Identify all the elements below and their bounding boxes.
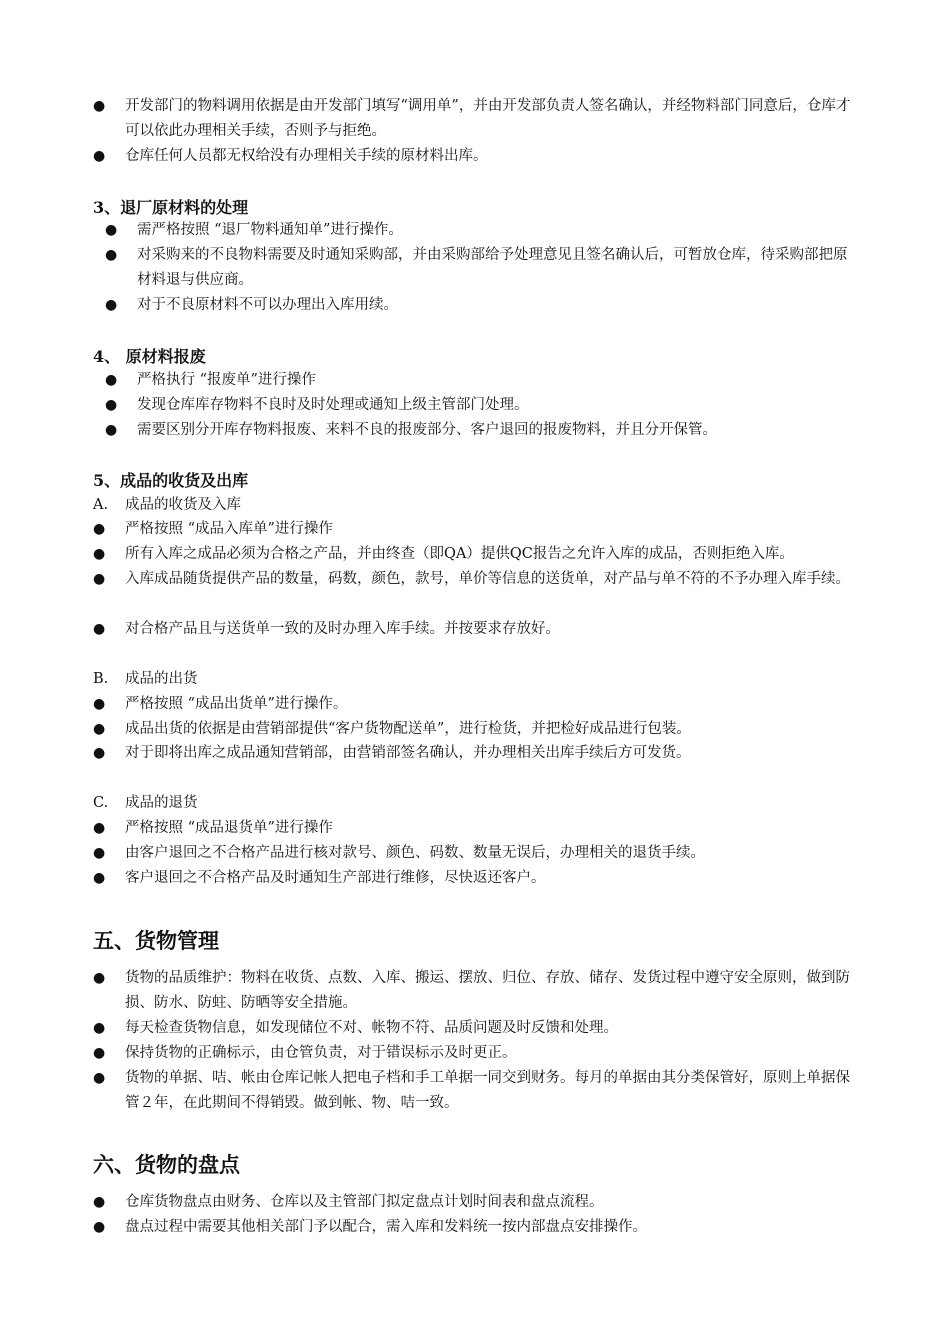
list-item-text: 仓库任何人员都无权给没有办理相关手续的原材料出库。: [125, 148, 488, 164]
list-item-text: 对于即将出库之成品通知营销部，由营销部签名确认，并办理相关出库手续后方可发货。: [125, 745, 691, 761]
list-item-text: 每天检查货物信息，如发现储位不对、帐物不符、品质问题及时反馈和处理。: [125, 1020, 618, 1036]
list-item: [93, 293, 853, 318]
list-item: [93, 841, 853, 866]
list-item: [93, 866, 853, 891]
list-item: [93, 717, 853, 742]
list-item: [93, 144, 853, 169]
list-item-text: 客户退回之不合格产品及时通知生产部进行维修，尽快返还客户。: [125, 870, 546, 886]
bullet-icon: ●: [93, 820, 106, 836]
bullet-icon: ●: [93, 1219, 106, 1235]
list-item-text: 对采购来的不良物料需要及时通知采购部，并由采购部给予处理意见且签名确认后，可暂放仓库，待采购部把原材料退与供应商。: [137, 247, 848, 288]
list-item-text: 对合格产品且与送货单一致的及时办理入库手续。并按要求存放好。: [125, 621, 560, 637]
bullet-icon: ●: [93, 721, 106, 737]
subsection-heading: [93, 493, 853, 518]
list-item: [93, 393, 853, 418]
list-item: [93, 517, 853, 542]
list-item-text: 由客户退回之不合格产品进行核对款号、颜色、码数、数量无误后，办理相关的退货手续。: [125, 845, 705, 861]
list-item: [93, 418, 853, 443]
bullet-icon: ●: [93, 745, 106, 761]
bullet-icon: ●: [105, 297, 118, 313]
bullet-icon: ●: [93, 98, 106, 114]
section-heading: 4、 原材料报废: [93, 347, 206, 366]
list-item: [93, 94, 853, 144]
list-item: [93, 1041, 853, 1066]
list-item: [93, 1066, 853, 1116]
bullet-icon: ●: [93, 870, 106, 886]
bullet-icon: ●: [93, 621, 106, 637]
bullet-icon: ●: [105, 422, 118, 438]
list-item-text: 开发部门的物料调用依据是由开发部门填写“调用单”，并由开发部负责人签名确认，并经物料部门同意后，仓库才可以依此办理相关手续，否则予与拒绝。: [125, 98, 851, 139]
bullet-icon: ●: [93, 1194, 106, 1210]
bullet-icon: ●: [105, 397, 118, 413]
bullet-icon: ●: [93, 845, 106, 861]
list-item: [93, 542, 853, 567]
bullet-icon: ●: [93, 521, 106, 537]
list-item-text: 保持货物的正确标示，由仓管负责，对于错误标示及时更正。: [125, 1045, 517, 1061]
bullet-icon: ●: [93, 571, 106, 587]
subsection-title: 成品的退货: [125, 795, 198, 811]
list-item-text: 仓库货物盘点由财务、仓库以及主管部门拟定盘点计划时间表和盘点流程。: [125, 1194, 604, 1210]
bullet-icon: ●: [93, 970, 106, 986]
list-item: [93, 617, 853, 642]
subsection-heading: [93, 667, 853, 692]
list-item: [93, 692, 853, 717]
subsection-heading: [93, 791, 853, 816]
list-item-text: 需要区别分开库存物料报废、来料不良的报废部分、客户退回的报废物料，并且分开保管。: [137, 422, 717, 438]
subsection-label: B.: [93, 671, 109, 687]
bullet-icon: ●: [93, 1070, 106, 1086]
bullet-icon: ●: [105, 247, 118, 263]
bullet-icon: ●: [93, 696, 106, 712]
list-item-text: 严格执行 “报废单”进行操作: [137, 372, 316, 388]
list-item: [93, 1215, 853, 1240]
list-item-text: 货物的单据、咭、帐由仓库记帐人把电子档和手工单据一同交到财务。每月的单据由其分类保管好，原则上单据保管２年，在此期间不得销毁。做到帐、物、咭一致。: [125, 1070, 850, 1111]
list-item: [93, 1190, 853, 1215]
list-item-text: 入库成品随货提供产品的数量，码数，颜色，款号，单价等信息的送货单，对产品与单不符的不予办理入库手续。: [125, 571, 850, 587]
section-heading: 3、退厂原材料的处理: [93, 198, 249, 217]
list-item: [93, 567, 853, 592]
section-heading: 5、成品的收货及出库: [93, 471, 249, 490]
list-item: [93, 218, 853, 243]
bullet-icon: ●: [93, 546, 106, 562]
list-item-text: 盘点过程中需要其他相关部门予以配合，需入库和发料统一按内部盘点安排操作。: [125, 1219, 647, 1235]
bullet-icon: ●: [93, 1045, 106, 1061]
chapter-heading: 五、货物管理: [93, 928, 219, 953]
list-item-text: 发现仓库库存物料不良时及时处理或通知上级主管部门处理。: [137, 397, 529, 413]
bullet-icon: ●: [93, 148, 106, 164]
list-item-text: 严格按照 “成品退货单”进行操作: [125, 820, 333, 836]
subsection-label: C.: [93, 795, 109, 811]
list-item-text: 需严格按照 “退厂物料通知单”进行操作。: [137, 222, 403, 238]
list-item-text: 严格按照 “成品出货单”进行操作。: [125, 696, 348, 712]
list-item-text: 货物的品质维护：物料在收货、点数、入库、搬运、摆放、归位、存放、储存、发货过程中遵守安全原则，做到防损、防水、防蛀、防晒等安全措施。: [125, 970, 850, 1011]
chapter-heading: 六、货物的盘点: [93, 1152, 240, 1177]
list-item-text: 所有入库之成品必须为合格之产品，并由终查（即QA）提供QC报告之允许入库的成品，否则拒绝入库。: [125, 546, 794, 562]
list-item: [93, 368, 853, 393]
subsection-label: A.: [93, 497, 109, 513]
list-item-text: 严格按照 “成品入库单”进行操作: [125, 521, 333, 537]
list-item-text: 成品出货的依据是由营销部提供“客户货物配送单”，进行检货，并把检好成品进行包装。: [125, 721, 691, 737]
list-item-text: 对于不良原材料不可以办理出入库用续。: [137, 297, 398, 313]
bullet-icon: ●: [105, 372, 118, 388]
list-item: [93, 741, 853, 766]
list-item: [93, 816, 853, 841]
bullet-icon: ●: [93, 1020, 106, 1036]
list-item: [93, 966, 853, 1016]
subsection-title: 成品的收货及入库: [125, 497, 241, 513]
subsection-title: 成品的出货: [125, 671, 198, 687]
list-item: [93, 1016, 853, 1041]
list-item: [93, 243, 853, 293]
bullet-icon: ●: [105, 222, 118, 238]
